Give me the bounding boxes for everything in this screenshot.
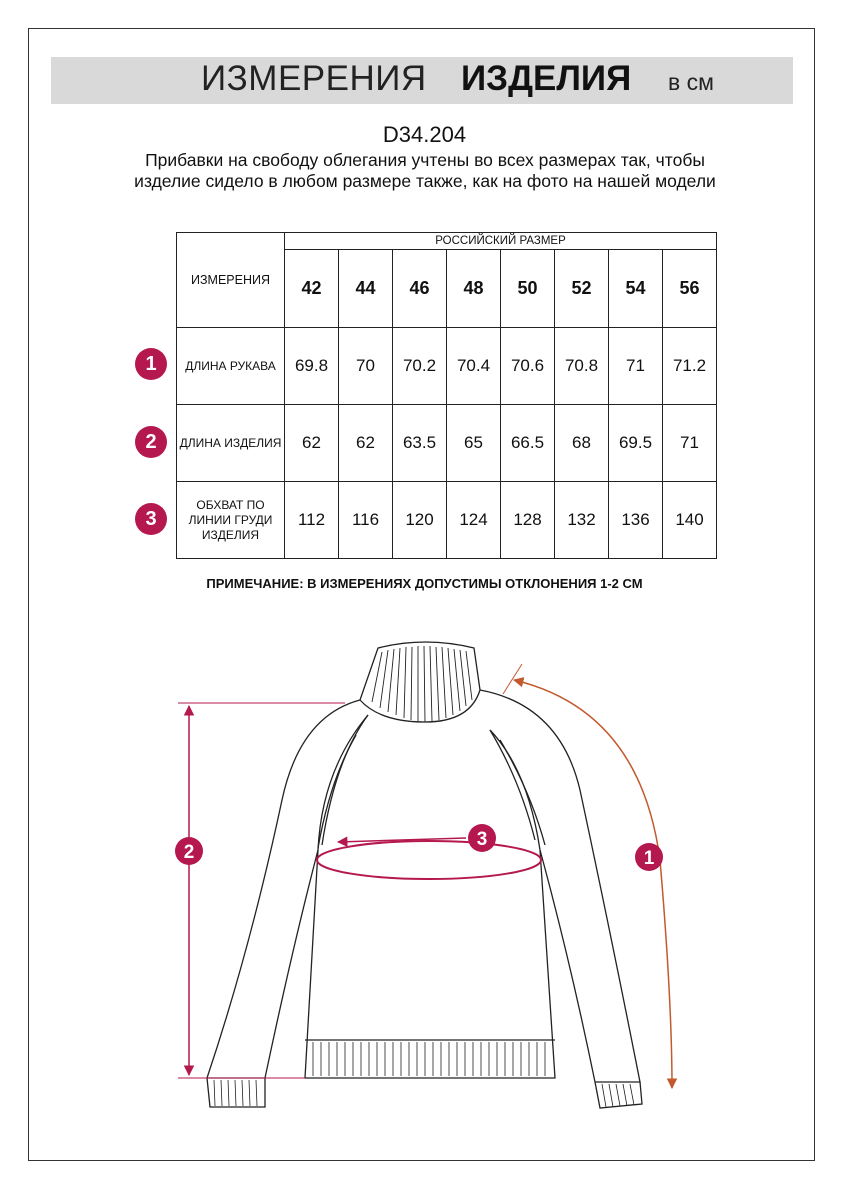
value-cell: 70.4 [447, 328, 501, 405]
marker-sleeve [635, 843, 663, 871]
row-number-badge-1: 1 [135, 348, 167, 380]
marker-length [175, 837, 203, 865]
svg-text:3: 3 [476, 829, 488, 850]
size-table [176, 232, 717, 559]
value-cell: 66.5 [501, 405, 555, 482]
title-part1: ИЗМЕРЕНИЯ [201, 59, 427, 98]
value-cell: 62 [339, 405, 393, 482]
sweater-diagram [0, 600, 849, 1160]
size-cell: 54 [609, 250, 663, 328]
title-part2: ИЗДЕЛИЯ [461, 59, 632, 98]
value-cell: 71 [609, 328, 663, 405]
hem-ribbing [313, 1042, 545, 1076]
size-cell: 56 [663, 250, 717, 328]
row-label-sleeve: ДЛИНА РУКАВА [177, 328, 285, 405]
value-cell: 62 [285, 405, 339, 482]
value-cell: 136 [609, 482, 663, 559]
value-cell: 128 [501, 482, 555, 559]
marker-chest [468, 824, 496, 852]
fit-description: Прибавки на свободу облегания учтены во всех размерах так, чтобы изделие сидело в любом размере также, как на фото на нашей модели [134, 150, 716, 191]
sleeve-guide [503, 664, 522, 694]
size-cell: 42 [285, 250, 339, 328]
row-number-badge-3: 3 [135, 503, 167, 535]
value-cell: 120 [393, 482, 447, 559]
value-cell: 70 [339, 328, 393, 405]
value-cell: 124 [447, 482, 501, 559]
value-cell: 116 [339, 482, 393, 559]
measure-header: ИЗМЕРЕНИЯ [177, 233, 285, 328]
size-cell: 50 [501, 250, 555, 328]
size-cell: 46 [393, 250, 447, 328]
value-cell: 65 [447, 405, 501, 482]
value-cell: 71.2 [663, 328, 717, 405]
value-cell: 71 [663, 405, 717, 482]
value-cell: 69.5 [609, 405, 663, 482]
value-cell: 140 [663, 482, 717, 559]
value-cell: 132 [555, 482, 609, 559]
value-cell: 70.6 [501, 328, 555, 405]
value-cell: 69.8 [285, 328, 339, 405]
table-row [177, 405, 717, 482]
row-label-chest: ОБХВАТ ПО ЛИНИИ ГРУДИ ИЗДЕЛИЯ [177, 482, 285, 559]
size-cell: 52 [555, 250, 609, 328]
size-cell: 48 [447, 250, 501, 328]
table-row [177, 482, 717, 559]
size-system-header: РОССИЙСКИЙ РАЗМЕР [285, 233, 717, 250]
product-code: D34.204 [382, 122, 467, 147]
row-label-length: ДЛИНА ИЗДЕЛИЯ [177, 405, 285, 482]
cuff-ribbing [214, 1080, 634, 1107]
tolerance-note: ПРИМЕЧАНИЕ: В ИЗМЕРЕНИЯХ ДОПУСТИМЫ ОТКЛОНЕНИЯ 1-2 СМ [206, 576, 643, 591]
chest-girth-ellipse [317, 841, 541, 879]
row-number-badge-2: 2 [135, 426, 167, 458]
title-banner [51, 57, 793, 104]
value-cell: 63.5 [393, 405, 447, 482]
title-unit: в см [668, 69, 714, 95]
size-cell: 44 [339, 250, 393, 328]
value-cell: 70.2 [393, 328, 447, 405]
svg-text:2: 2 [183, 842, 195, 863]
svg-text:1: 1 [643, 848, 655, 869]
value-cell: 68 [555, 405, 609, 482]
table-row [177, 328, 717, 405]
sleeve-arrow [514, 680, 672, 1088]
value-cell: 112 [285, 482, 339, 559]
value-cell: 70.8 [555, 328, 609, 405]
